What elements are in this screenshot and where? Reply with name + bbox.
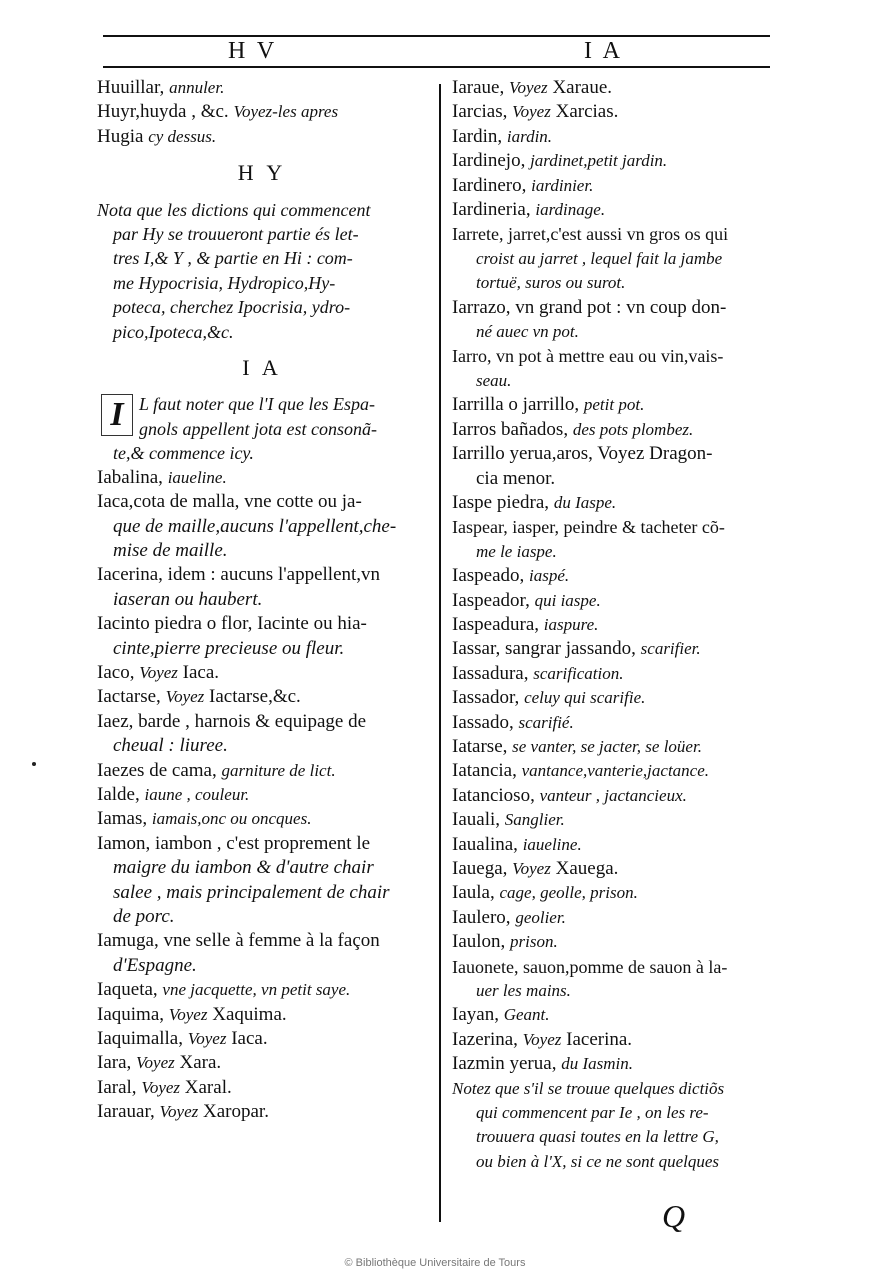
entry-line: iaseran ou haubert. [113,588,263,610]
entry: Iauali, Sanglier. [452,809,565,831]
entry: Ialde, iaune , couleur. [97,783,250,805]
entry: Iaspe piedra, du Iaspe. [452,491,617,513]
entry: Iaualina, iaueline. [452,833,582,855]
entry: Iaco, Voyez Iaca. [97,661,220,683]
entry: Iactarse, Voyez Iactarse,&c. [97,686,301,708]
nota-line: tres I,& Y , & partie en Hi : com- [113,248,353,269]
nota-line: poteca, cherchez Ipocrisia, ydro- [113,297,351,318]
entry: Iaulero, geolier. [452,906,566,928]
entry: Iaspeado, iaspé. [452,565,570,587]
entry-line: maigre du iambon & d'autre chair [113,857,374,879]
entry: Iardinero, iardinier. [452,174,594,196]
entry [97,710,427,759]
entry: Iassadura, scarification. [452,662,624,684]
section-heading-ia: I A [242,355,282,381]
entry: Iassado, scarifié. [452,711,574,733]
entry-line: Iaez, barde , harnois & equipage de [97,710,367,732]
intro-paragraph [97,392,427,465]
entry [97,612,427,661]
entry: Iayan, Geant. [452,1004,550,1026]
entry-line: cinte,pierre precieuse ou fleur. [113,637,345,659]
entry: Iatancioso, vanteur , jactancieux. [452,784,687,806]
entry: Iaqueta, vne jacquette, vn petit saye. [97,979,351,1001]
entry: Iatancia, vantance,vanterie,jactance. [452,760,710,782]
entry-line: Iacinto piedra o flor, Iacinte ou hia- [97,613,367,635]
entry-line: me le iaspe. [476,541,557,561]
catchword: Q [662,1198,686,1234]
entry-line: Iarro, vn pot à mettre eau ou vin,vais- [452,346,724,367]
entry-line: Iaspear, iasper, peindre & tacheter cõ- [452,517,725,538]
header-rule [103,66,770,68]
entry-line: salee , mais principalement de chair [113,881,390,903]
entry-line: Iamuga, vne selle à femme à la façon [97,930,380,952]
entry-line: Iarrillo yerua,aros, Voyez Dragon- [452,443,713,465]
entry: Iaspeador, qui iaspe. [452,589,601,611]
entry: Iardin, iardin. [452,125,553,147]
entry: Iazmin yerua, du Iasmin. [452,1053,633,1075]
left-column [97,76,427,1125]
drop-cap: I [101,394,133,436]
note-paragraph [452,1077,777,1175]
entry: Iassar, sangrar jassando, scarifier. [452,638,701,660]
entry [97,929,427,978]
entry: Iassador, celuy qui scarifie. [452,687,646,709]
entry-line: tortuë, suros ou surot. [476,273,626,293]
entry: Iaquimalla, Voyez Iaca. [97,1028,268,1050]
entry-line: Iacerina, idem : aucuns l'appellent,vn [97,564,381,586]
nota-paragraph [97,198,427,344]
entry: Iaezes de cama, garniture de lict. [97,759,336,781]
entry-line: que de maille,aucuns l'appellent,che- [113,515,397,537]
entry: Iatarse, se vanter, se jacter, se loüer. [452,735,702,757]
entry [97,563,427,612]
entry [452,515,777,564]
entry: Iaquima, Voyez Xaquima. [97,1003,287,1025]
entry: Iarrilla o jarrillo, petit pot. [452,394,645,416]
entry: Iabalina, iaueline. [97,466,227,488]
entry: Iaraue, Voyez Xaraue. [452,77,613,98]
right-column [452,76,777,1174]
entry [452,955,777,1004]
entry [452,442,777,491]
entry-line: cia menor. [476,467,556,489]
entry [97,490,427,563]
entry-line: uer les mains. [476,981,571,1001]
entry: Iazerina, Voyez Iacerina. [452,1028,633,1050]
entry: Iarros bañados, des pots plombez. [452,418,694,440]
entry [452,296,777,345]
entry-line: né auec vn pot. [476,322,579,342]
note-line: Notez que s'il se trouue quelques dictiõs [452,1078,725,1098]
intro-line: te,& commence icy. [113,443,254,464]
entry: Huuillar, annuler. [97,77,225,98]
copyright-footer: © Bibliothèque Universitaire de Tours [344,1257,526,1269]
running-head-right: I A [584,38,623,64]
entry [452,344,777,393]
entry: Iarauar, Voyez Xaropar. [97,1101,269,1123]
ink-speck [32,762,36,766]
entry-line: de porc. [113,906,175,927]
entry: Iaula, cage, geolle, prison. [452,882,638,904]
top-rule [103,35,770,37]
entry-line: cheual : liuree. [113,735,228,757]
entry-line: d'Espagne. [113,954,197,976]
nota-line: Nota que les dictions qui commencent [97,199,371,220]
column-divider [439,84,441,1222]
nota-line: pico,Ipoteca,&c. [113,321,234,342]
entry [97,832,427,930]
entry: Iardinejo, jardinet,petit jardin. [452,150,668,172]
entry-line: Iauonete, sauon,pomme de sauon à la- [452,956,728,977]
entry-line: seau. [476,370,512,390]
entry-line: Iamon, iambon , c'est proprement le [97,832,371,854]
intro-line: gnols appellent jota est consonã- [139,418,377,439]
entry-line: Iaca,cota de malla, vne cotte ou ja- [97,491,362,513]
entry-line: mise de maille. [113,539,228,561]
entry: Iara, Voyez Xara. [97,1052,222,1074]
entry-line: croist au jarret , lequel fait la jambe [476,248,723,268]
note-line: trouuera quasi toutes en la lettre G, [476,1127,719,1147]
section-heading-hy: H Y [237,160,287,186]
entry: Iardineria, iardinage. [452,199,606,221]
entry: Iaral, Voyez Xaral. [97,1076,232,1098]
intro-line: L faut noter que l'I que les Espa- [139,394,375,415]
nota-line: me Hypocrisia, Hydropico,Hy- [113,272,336,293]
entry-continuation: Hugia cy dessus. [97,125,217,147]
note-line: qui commencent par Ie , on les re- [476,1103,709,1123]
entry: Iamas, iamais,onc ou oncques. [97,808,312,830]
nota-line: par Hy se trouueront partie és let- [113,224,359,245]
entry: Iauega, Voyez Xauega. [452,858,619,879]
entry-line: Iarrete, jarret,c'est aussi vn gros os qui [452,224,729,245]
entry-line: Iarrazo, vn grand pot : vn coup don- [452,296,727,318]
note-line: ou bien à l'X, si ce ne sont quelques [476,1151,720,1171]
running-head-left: H V [228,38,278,64]
entry: Iarcias, Voyez Xarcias. [452,101,619,123]
entry: Iaspeadura, iaspure. [452,613,599,635]
entry: Iaulon, prison. [452,931,558,953]
entry [452,222,777,295]
entry: Huyr,huyda , &c. Voyez-les apres [97,101,339,123]
